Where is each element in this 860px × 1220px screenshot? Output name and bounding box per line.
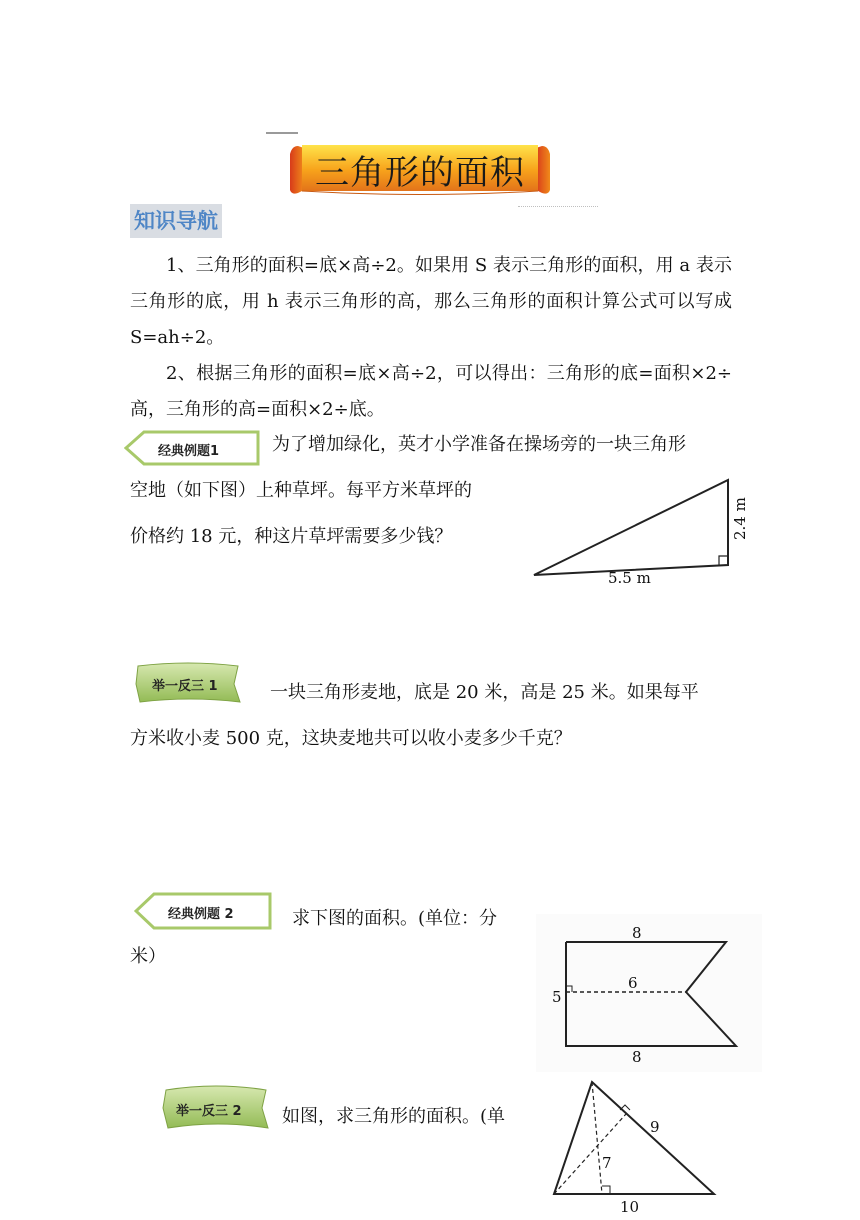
example1-text-line-1: 为了增加绿化，英才小学准备在操场旁的一块三角形: [272, 434, 686, 455]
height-label: 2.4 m: [731, 497, 749, 540]
example1-text-line-2: 空地（如下图）上种草坪。每平方米草坪的: [130, 480, 472, 501]
example2-text-line-2: 米）: [130, 946, 166, 967]
left-label: 5: [552, 988, 562, 1006]
page-title: 三角形的面积: [315, 152, 525, 193]
example1-badge: [124, 430, 262, 466]
top-label: 8: [632, 924, 642, 942]
example2-badge: [134, 892, 274, 930]
side-label: 9: [650, 1118, 660, 1136]
title-banner: [284, 140, 556, 198]
example2-shape-figure: [536, 914, 762, 1072]
example1-triangle-figure: [528, 474, 758, 590]
example2-badge-label: 经典例题 2: [168, 907, 234, 922]
example2-text-line-1: 求下图的面积。(单位：分: [292, 908, 498, 929]
practice2-badge: [160, 1080, 272, 1136]
section-heading: 知识导航: [130, 204, 222, 238]
right-triangle-icon: [528, 474, 758, 590]
height-label: 7: [602, 1154, 612, 1172]
bottom-label: 8: [632, 1048, 642, 1066]
practice2-text-line-1: 如图，求三角形的面积。(单: [282, 1106, 506, 1127]
base-label: 10: [620, 1198, 640, 1216]
knowledge-paragraph-1: 1、三角形的面积=底×高÷2。如果用 S 表示三角形的面积，用 a 表示三角形的底，用 h 表示三角形的高，那么三角形的面积计算公式可以写成 S=ah÷2。: [130, 255, 732, 348]
practice2-badge-label: 举一反三 2: [176, 1104, 242, 1119]
base-label: 5.5 m: [608, 569, 651, 587]
practice1-badge-label: 举一反三 1: [152, 679, 218, 694]
practice2-triangle-figure: [540, 1076, 730, 1216]
knowledge-paragraph-2: 2、根据三角形的面积=底×高÷2，可以得出：三角形的底=面积×2÷高，三角形的高=面积×2÷底。: [130, 363, 732, 420]
practice1-text-line-2: 方米收小麦 500 克，这块麦地共可以收小麦多少千克？: [130, 728, 572, 749]
practice1-text-line-1: 一块三角形麦地，底是 20 米，高是 25 米。如果每平: [270, 682, 699, 703]
triangle-icon: [540, 1076, 730, 1216]
divider: [518, 206, 598, 209]
composite-shape-icon: [536, 914, 762, 1072]
example1-badge-label: 经典例题1: [158, 444, 220, 459]
example1-text-line-3: 价格约 18 元，种这片草坪需要多少钱？: [130, 526, 453, 547]
practice1-badge: [134, 660, 244, 708]
middle-label: 6: [628, 974, 638, 992]
divider: [266, 132, 298, 134]
